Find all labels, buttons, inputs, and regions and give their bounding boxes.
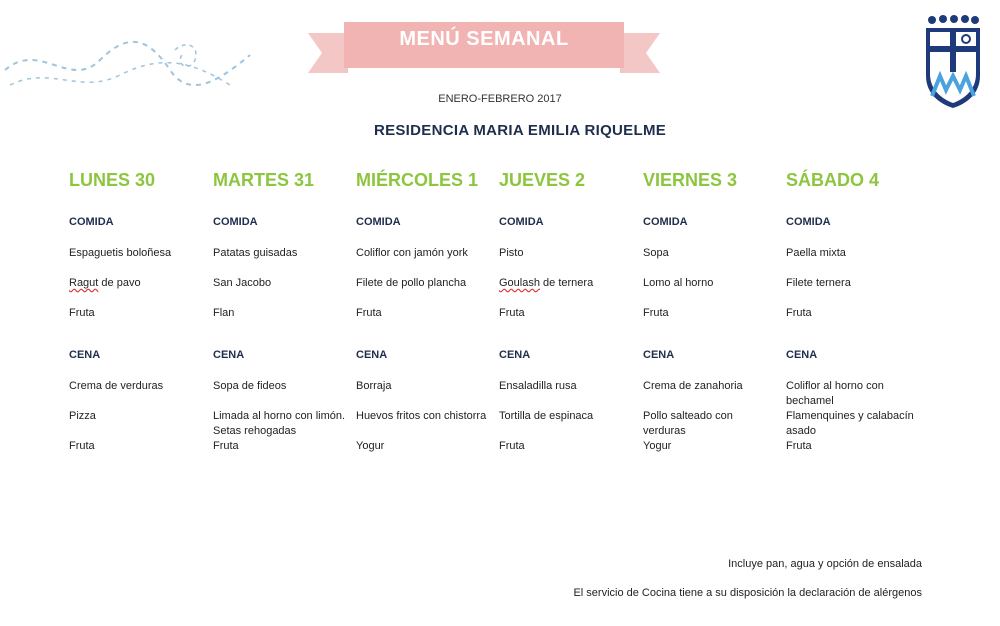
cena-label: CENA [499, 349, 531, 361]
comida-label: COMIDA [356, 216, 401, 228]
comida-dish: Espaguetis boloñesa [69, 247, 172, 259]
comida-dish: Flan [213, 307, 235, 319]
day-column [69, 170, 204, 480]
day-column [356, 170, 491, 480]
cena-label: CENA [356, 349, 388, 361]
cena-dish: Yogur [643, 440, 672, 452]
cena-dish: Flamenquines y calabacín asado [786, 410, 914, 437]
comida-dish: Fruta [786, 307, 812, 319]
cena-label: CENA [69, 349, 101, 361]
cena-dish: Limada al horno con limón. Setas rehogadas [213, 410, 346, 437]
cena-dish: Fruta [213, 440, 239, 452]
comida-dish: San Jacobo [213, 277, 272, 289]
comida-dish: Sopa [643, 247, 669, 259]
cena-dish: Pollo salteado con verduras [643, 410, 733, 437]
comida-label: COMIDA [786, 216, 831, 228]
cena-dish: Ensaladilla rusa [499, 380, 577, 392]
day-column [499, 170, 634, 480]
comida-dish: Pisto [499, 247, 524, 259]
cena-dish: Coliflor al horno con bechamel [786, 380, 884, 407]
cena-dish: Pizza [69, 410, 96, 422]
day-title: VIERNES 3 [643, 170, 738, 190]
comida-dish: Coliflor con jamón york [356, 247, 468, 259]
cena-dish: Huevos fritos con chistorra [356, 410, 487, 422]
cena-label: CENA [213, 349, 245, 361]
comida-label: COMIDA [643, 216, 688, 228]
cena-dish: Fruta [499, 440, 525, 452]
comida-dish: Patatas guisadas [213, 247, 298, 259]
comida-dish: Goulash de ternera [499, 277, 594, 289]
decorative-dashes [0, 30, 280, 100]
comida-label: COMIDA [69, 216, 114, 228]
comida-dish: Fruta [643, 307, 669, 319]
comida-label: COMIDA [213, 216, 258, 228]
cena-dish: Fruta [69, 440, 95, 452]
day-column [213, 170, 348, 480]
day-column [643, 170, 778, 480]
cena-dish: Tortilla de espinaca [499, 410, 594, 422]
cena-dish: Yogur [356, 440, 385, 452]
comida-label: COMIDA [499, 216, 544, 228]
day-column [786, 170, 921, 480]
comida-dish: Fruta [69, 307, 95, 319]
footer-includes: Incluye pan, agua y opción de ensalada [728, 558, 922, 570]
school-crest-icon [922, 14, 984, 110]
cena-dish: Fruta [786, 440, 812, 452]
cena-dish: Crema de zanahoria [643, 380, 743, 392]
residence-name: RESIDENCIA MARIA EMILIA RIQUELME [373, 122, 667, 139]
comida-dish: Lomo al horno [643, 277, 714, 289]
day-title: SÁBADO 4 [786, 170, 880, 190]
cena-label: CENA [786, 349, 818, 361]
comida-dish: Filete ternera [786, 277, 851, 289]
day-title: LUNES 30 [69, 170, 156, 190]
menu-title: MENÚ SEMANAL [399, 28, 569, 50]
cena-dish: Sopa de fideos [213, 380, 287, 392]
comida-dish: Ragut de pavo [69, 277, 141, 289]
footer-allergens: El servicio de Cocina tiene a su disposición la declaración de alérgenos [573, 587, 922, 599]
cena-label: CENA [643, 349, 675, 361]
date-range: ENERO-FEBRERO 2017 [438, 93, 562, 105]
comida-dish: Filete de pollo plancha [356, 277, 467, 289]
day-title: MIÉRCOLES 1 [356, 170, 479, 190]
cena-dish: Borraja [356, 380, 392, 392]
day-title: JUEVES 2 [499, 170, 586, 190]
comida-dish: Fruta [499, 307, 525, 319]
cena-dish: Crema de verduras [69, 380, 164, 392]
comida-dish: Paella mixta [786, 247, 846, 259]
day-title: MARTES 31 [213, 170, 315, 190]
comida-dish: Fruta [356, 307, 382, 319]
